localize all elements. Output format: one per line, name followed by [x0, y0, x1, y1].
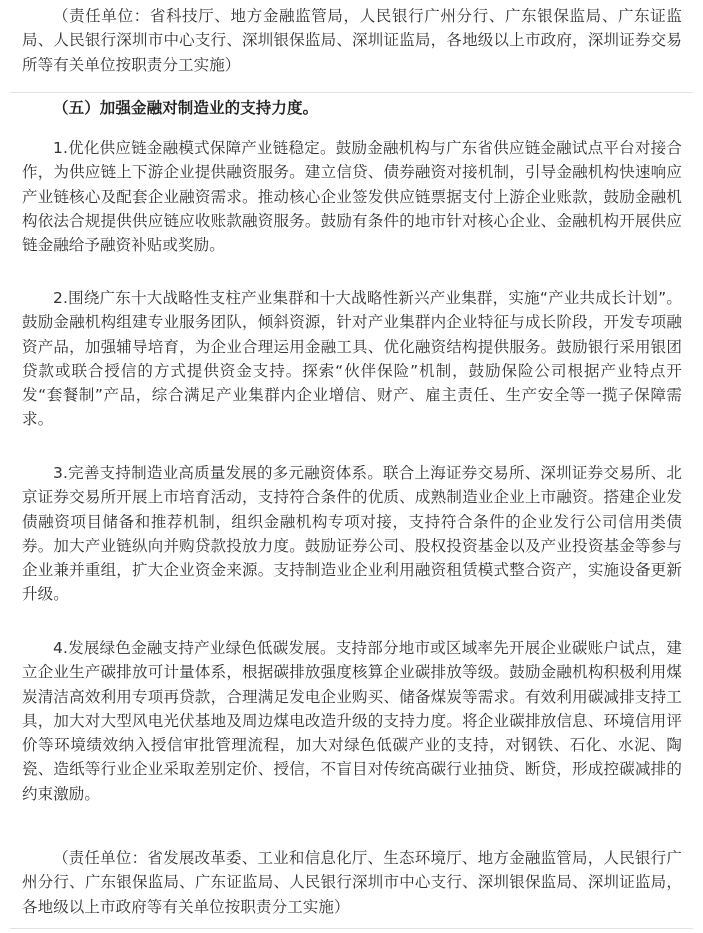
paragraph-3: 3.完善支持制造业高质量发展的多元融资体系。联合上海证券交易所、深圳证券交易所、北京证券交易所开展上市培育活动，支持符合条件的优质、成熟制造业企业上市融资。搭建企业发债融资项目储备和推荐机制，组织金融机构专项对接，支持符合条件的企业发行公司信用类债券。加大产业链纵向并购贷款投放力度。鼓励证券公司、股权投资基金以及产业投资基金等参与企业兼并重组，扩大企业资金来源。支持制造业企业利用融资租赁模式整合资产，实施设备更新升级。: [22, 464, 682, 604]
section-heading: （五）加强金融对制造业的支持力度。: [53, 99, 319, 117]
divider-bottom: [10, 928, 693, 929]
intro-responsibility-note: （责任单位：省科技厅、地方金融监管局，人民银行广州分行、广东银保监局、广东证监局、人民银行深圳市中心支行、深圳银保监局、深圳证监局，各地级以上市政府，深圳证券交易所等有关单位按职责分工实施）: [22, 7, 682, 74]
paragraph-1: 1.优化供应链金融模式保障产业链稳定。鼓励金融机构与广东省供应链金融试点平台对接合作，为供应链上下游企业提供融资服务。建立信贷、债券融资对接机制，引导金融机构快速响应产业链核心及配套企业融资需求。推动核心企业签发供应链票据支付上游企业账款，鼓励金融机构依法合规提供供应链应收账款融资服务。鼓励有条件的地市针对核心企业、金融机构开展供应链金融给予融资补贴或奖励。: [22, 139, 682, 255]
closing-responsibility-note: （责任单位：省发展改革委、工业和信息化厅、生态环境厅、地方金融监管局，人民银行广州分行、广东银保监局、广东证监局、人民银行深圳市中心支行、深圳银保监局、深圳证监局，各地级以上市政府等有关单位按职责分工实施）: [22, 849, 682, 916]
paragraph-4: 4.发展绿色金融支持产业绿色低碳发展。支持部分地市或区域率先开展企业碳账户试点，建立企业生产碳排放可计量体系，根据碳排放强度核算企业碳排放等级。鼓励金融机构积极利用煤炭清洁高效利用专项再贷款，合理满足发电企业购买、储备煤炭等需求。有效利用碳减排支持工具，加大对大型风电光伏基地及周边煤电改造升级的支持力度。将企业碳排放信息、环境信用评价等环境绩效纳入授信审批管理流程，加大对绿色低碳产业的支持，对钢铁、石化、水泥、陶瓷、造纸等行业企业采取差别定价、授信，不盲目对传统高碳行业抽贷、断贷，形成控碳减排的约束激励。: [22, 639, 682, 803]
paragraph-2: 2.围绕广东十大战略性支柱产业集群和十大战略性新兴产业集群，实施“产业共成长计划”。鼓励金融机构组建专业服务团队，倾斜资源，针对产业集群内企业特征与成长阶段，开发专项融资产品，加强辅导培育，为企业合理运用金融工具、优化融资结构提供服务。鼓励银行采用银团贷款或联合授信的方式提供资金支持。探索“伙伴保险”机制，鼓励保险公司根据产业特点开发“套餐制”产品，综合满足产业集群内企业增信、财产、雇主责任、生产安全等一揽子保障需求。: [22, 289, 682, 429]
divider-top: [10, 92, 693, 93]
